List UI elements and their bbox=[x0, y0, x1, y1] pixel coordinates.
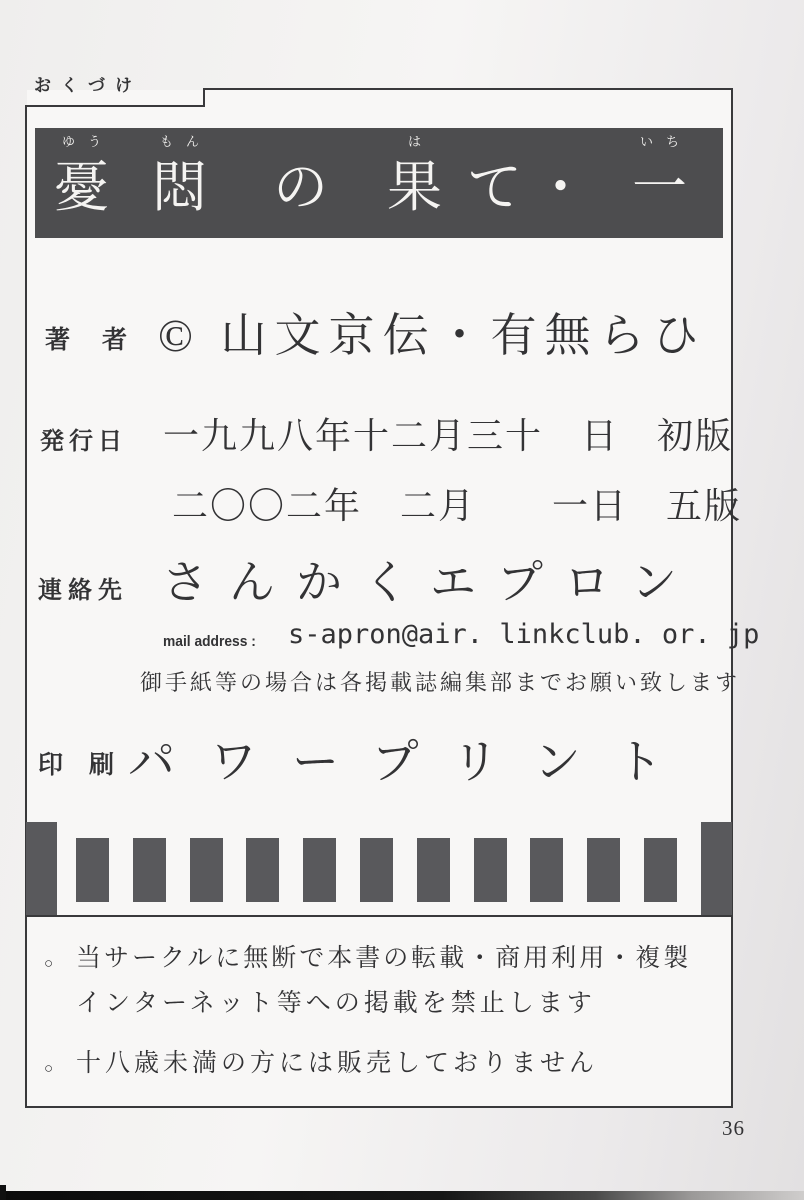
scan-corner-artifact bbox=[0, 1185, 6, 1200]
divider-block bbox=[133, 838, 166, 902]
mail-note: 御手紙等の場合は各掲載誌編集部までお願い致します bbox=[140, 670, 741, 695]
title-char: 一 bbox=[632, 157, 688, 218]
furigana-text bbox=[554, 131, 567, 151]
divider-block bbox=[530, 838, 563, 902]
divider-block bbox=[417, 838, 450, 902]
divider-block bbox=[360, 838, 393, 902]
divider-block bbox=[644, 838, 677, 902]
frame-bottom-line bbox=[25, 1106, 733, 1108]
furigana-text: ゆう bbox=[62, 134, 115, 149]
contact-value: さんかくエプロン bbox=[162, 557, 698, 608]
title-banner bbox=[35, 128, 723, 238]
furigana-text bbox=[294, 131, 307, 151]
page-number: 36 bbox=[722, 1116, 745, 1140]
okuzuke-tab-label: おくづけ bbox=[34, 76, 142, 95]
furigana-text bbox=[488, 131, 501, 151]
printing-label: 印刷 bbox=[38, 752, 141, 779]
title-char-group bbox=[147, 131, 212, 225]
notice-bullet: ○ bbox=[44, 956, 54, 972]
furigana-text: もん bbox=[160, 134, 213, 149]
frame-right-line bbox=[731, 88, 733, 1108]
title-char-group bbox=[273, 131, 328, 225]
divider-block bbox=[26, 822, 57, 916]
title-char-group bbox=[467, 131, 522, 225]
notice-line: 当サークルに無断で本書の転載・商用利用・複製 bbox=[76, 945, 692, 972]
furigana-text: いち bbox=[640, 134, 693, 149]
title-char-group bbox=[533, 131, 588, 225]
title-char-group bbox=[627, 131, 692, 225]
frame-left-line bbox=[25, 105, 27, 1108]
notice-line: 十八歳未満の方には販売しておりません bbox=[76, 1050, 599, 1077]
scan-edge-artifact bbox=[0, 1191, 804, 1200]
printing-value: パワープリント bbox=[128, 737, 698, 789]
notice-line: インターネット等への掲載を禁止します bbox=[76, 990, 596, 1017]
frame-tab-underline bbox=[25, 105, 205, 107]
divider-block bbox=[587, 838, 620, 902]
publication-line-2: 二〇〇二年 二月 一日 五版 bbox=[172, 486, 743, 526]
divider-block bbox=[701, 822, 732, 916]
title-char: の bbox=[273, 157, 329, 218]
contact-label: 連絡先 bbox=[38, 578, 128, 604]
title-char: 悶 bbox=[152, 157, 208, 218]
title-char: ・ bbox=[533, 157, 589, 218]
title-char: 果 bbox=[387, 157, 443, 218]
title-char-group bbox=[387, 131, 442, 225]
title-char-group bbox=[49, 131, 114, 225]
notice-bullet: ○ bbox=[44, 1061, 54, 1077]
mail-address-label: mail address : bbox=[163, 633, 256, 650]
author-value: © 山文京伝・有無らひ bbox=[158, 310, 707, 361]
mail-address-value: s-apron@air. linkclub. or. jp bbox=[288, 619, 760, 650]
furigana-text: は bbox=[408, 134, 435, 149]
divider-block bbox=[190, 838, 223, 902]
divider-block bbox=[303, 838, 336, 902]
divider-underline bbox=[25, 915, 733, 917]
author-label: 著者 bbox=[45, 327, 160, 354]
publication-line-1: 一九九八年十二月三十 日 初版 bbox=[163, 416, 734, 456]
divider-block bbox=[474, 838, 507, 902]
divider-block bbox=[76, 838, 109, 902]
title-char: て bbox=[467, 157, 523, 218]
title-char: 憂 bbox=[54, 157, 110, 218]
frame-top-line bbox=[203, 88, 733, 90]
divider-block bbox=[246, 838, 279, 902]
publication-label: 発行日 bbox=[40, 429, 127, 455]
